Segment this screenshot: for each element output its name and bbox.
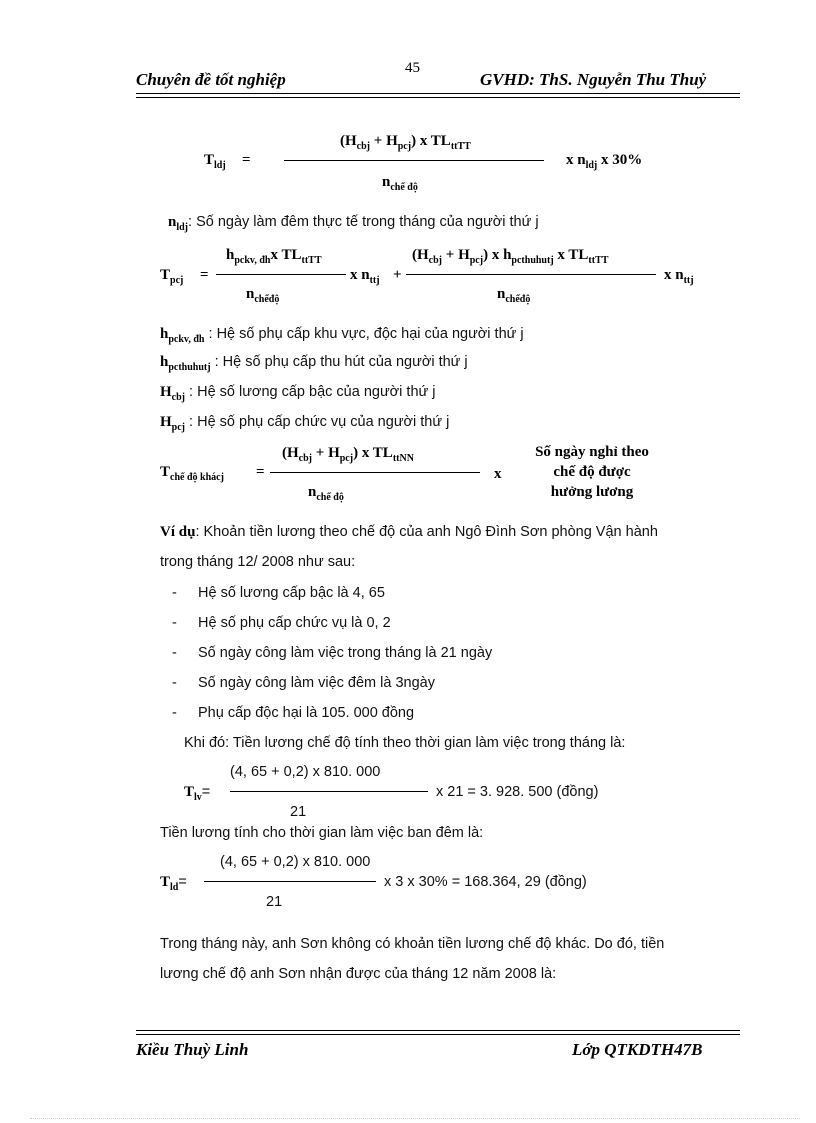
list-item: - Số ngày công làm việc trong tháng là 21 ngày [172, 645, 493, 661]
header-rule [136, 93, 740, 94]
page-edge-dotted [30, 1118, 800, 1119]
footer-rule [136, 1030, 740, 1031]
definition-nldj: $n_{ldj}$: Số ngày làm đêm thực tế trong tháng của người thứ j [168, 214, 539, 233]
list-item: - Hệ số phụ cấp chức vụ là 0, 2 [172, 615, 391, 631]
definition-hpckv: $h_{pckv, đh}$ : Hệ số phụ cấp khu vực, độc hại của người thứ j [160, 326, 524, 345]
page-number: 45 [405, 60, 420, 76]
list-item: - Số ngày công làm việc đêm là 3ngày [172, 675, 435, 691]
formula3-note: Số ngày nghỉ theo chế độ được hưởng lương [535, 444, 649, 500]
header-left: Chuyên đề tốt nghiệp [136, 70, 286, 89]
footer-left: Kiều Thuỳ Linh [136, 1040, 249, 1059]
footer-right: Lớp QTKDTH47B [572, 1040, 703, 1059]
conclusion-line-1: Trong tháng này, anh Sơn không có khoản tiền lương chế độ khác. Do đó, tiền [160, 936, 665, 952]
example-line-1: Ví dụ: Khoản tiền lương theo chế độ của anh Ngô Đình Sơn phòng Vận hành [160, 524, 658, 540]
night-text: Tiền lương tính cho thời gian làm việc ban đêm là: [160, 825, 484, 841]
header-right: GVHD: ThS. Nguyễn Thu Thuỷ [480, 70, 707, 89]
khi-do-text: Khi đó: Tiền lương chế độ tính theo thời gian làm việc trong tháng là: [184, 735, 626, 751]
conclusion-line-2: lương chế độ anh Sơn nhận được của tháng 12 năm 2008 là: [160, 966, 557, 982]
list-item: - Hệ số lương cấp bậc là 4, 65 [172, 585, 385, 601]
list-item: - Phụ cấp độc hại là 105. 000 đồng [172, 705, 415, 721]
definition-hpcj: $H_{pcj}$ : Hệ số phụ cấp chức vụ của người thứ j [160, 414, 450, 433]
definition-hcbj: $H_{cbj}$ : Hệ số lương cấp bậc của người thứ j [160, 384, 436, 403]
footer-rule-2 [136, 1034, 740, 1035]
example-line-2: trong tháng 12/ 2008 như sau: [160, 554, 356, 570]
definition-hpcthuhut: $h_{pcthuhutj}$ : Hệ số phụ cấp thu hút của người thứ j [160, 354, 468, 373]
header-rule-2 [136, 97, 740, 98]
